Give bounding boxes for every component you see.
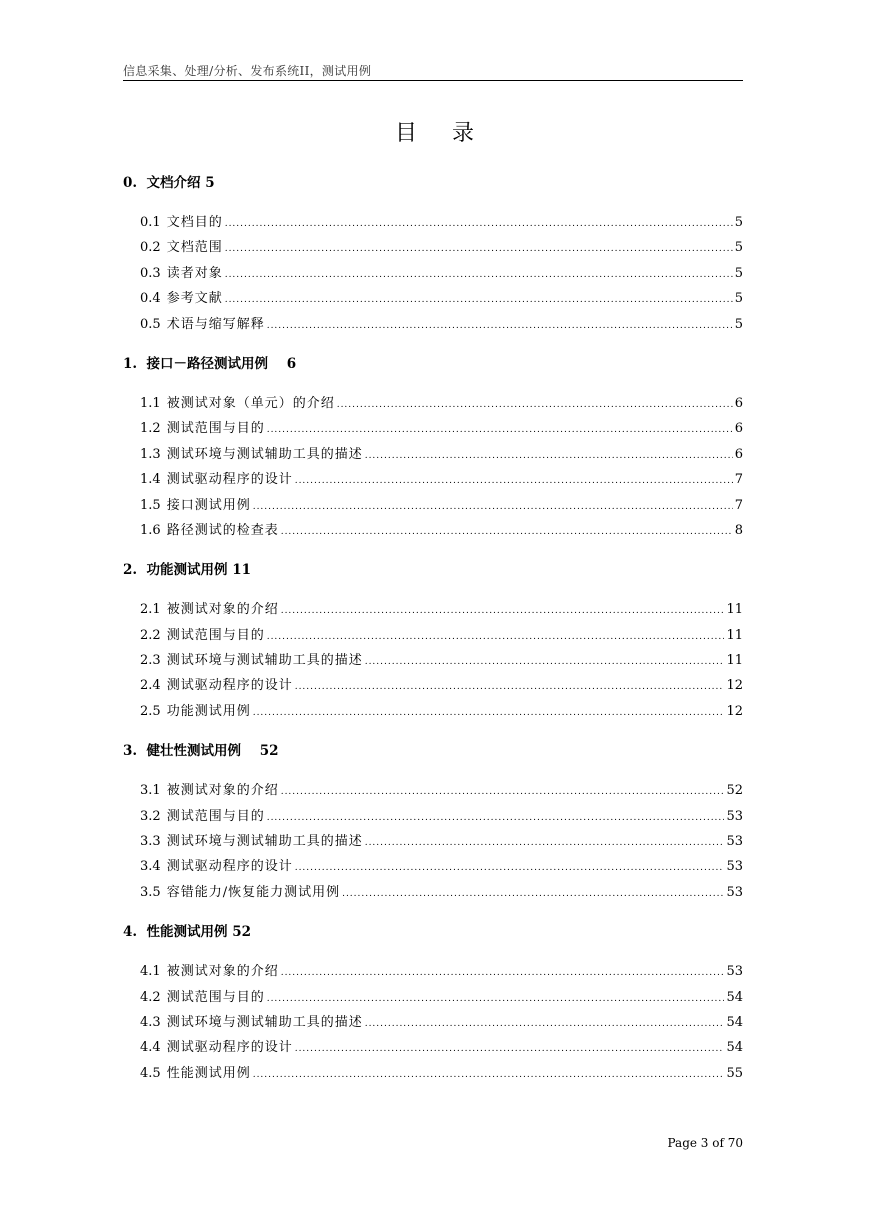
dot-leader [281, 961, 725, 986]
running-header: 信息采集、处理/分析、发布系统II，测试用例 [123, 64, 372, 78]
toc-entry-title: 测试驱动程序的设计 [166, 1040, 293, 1056]
toc-entry[interactable] [123, 804, 743, 829]
toc-entry-title: 被测试对象的介绍 [166, 783, 279, 799]
toc-section [123, 170, 743, 337]
dot-leader [253, 495, 733, 520]
dot-leader [267, 314, 733, 339]
toc-entry-page: 53 [726, 859, 743, 875]
dot-leader [225, 288, 733, 313]
toc-entry-page: 6 [734, 395, 743, 411]
toc-entry-number: 4.4 [140, 1040, 161, 1056]
toc-entry[interactable] [123, 235, 743, 260]
toc-entry-number: 1.3 [140, 446, 161, 462]
toc-entry-title: 测试环境与测试辅助工具的描述 [166, 653, 363, 669]
toc-entry-number: 1.4 [140, 472, 161, 488]
toc-entry-title: 测试驱动程序的设计 [166, 859, 293, 875]
toc-entry-title: 功能测试用例 [166, 703, 251, 719]
dot-leader [281, 780, 725, 805]
toc-entry-page: 5 [734, 265, 743, 281]
toc-entry-page: 54 [726, 989, 743, 1005]
toc-entry[interactable] [123, 261, 743, 286]
toc-entry[interactable] [123, 493, 743, 518]
toc-entry[interactable] [123, 778, 743, 803]
toc-entry-title: 测试驱动程序的设计 [166, 472, 293, 488]
toc-entry-number: 2.4 [140, 678, 161, 694]
dot-leader [342, 882, 724, 907]
toc-entry-page: 55 [726, 1065, 743, 1081]
toc-entry-number: 0.2 [140, 240, 161, 256]
toc-entry-title: 被测试对象的介绍 [166, 602, 279, 618]
toc-entry[interactable] [123, 518, 743, 543]
toc-entry-number: 1.2 [140, 421, 161, 437]
toc-entry[interactable] [123, 312, 743, 337]
toc-entry-title: 测试范围与目的 [166, 808, 265, 824]
toc-entry[interactable] [123, 854, 743, 879]
toc-entry-number: 4.2 [140, 989, 161, 1005]
dot-leader [267, 418, 733, 443]
toc-entry-title: 测试驱动程序的设计 [166, 678, 293, 694]
toc-entry-title: 测试环境与测试辅助工具的描述 [166, 1014, 363, 1030]
toc-entry-page: 53 [726, 808, 743, 824]
toc-entry[interactable] [123, 623, 743, 648]
dot-leader [225, 263, 733, 288]
toc-entry-list [123, 597, 743, 724]
toc-section [123, 351, 743, 543]
toc-entry-page: 52 [726, 783, 743, 799]
toc-entry-title: 被测试对象的介绍 [166, 964, 279, 980]
toc-entry[interactable] [123, 210, 743, 235]
table-of-contents [123, 170, 743, 1100]
dot-leader [281, 520, 733, 545]
dot-leader [253, 701, 725, 726]
toc-entry[interactable] [123, 391, 743, 416]
toc-entry-title: 测试环境与测试辅助工具的描述 [166, 446, 363, 462]
toc-section [123, 557, 743, 724]
toc-entry-list [123, 391, 743, 543]
toc-entry-title: 被测试对象（单元）的介绍 [166, 395, 335, 411]
dot-leader [337, 393, 733, 418]
toc-entry[interactable] [123, 467, 743, 492]
toc-entry-title: 文档范围 [166, 240, 223, 256]
toc-entry[interactable] [123, 985, 743, 1010]
dot-leader [295, 1037, 725, 1062]
toc-entry-number: 3.2 [140, 808, 161, 824]
toc-entry-number: 4.5 [140, 1065, 161, 1081]
dot-leader [295, 675, 725, 700]
dot-leader [281, 599, 725, 624]
toc-entry-page: 54 [726, 1040, 743, 1056]
toc-entry[interactable] [123, 673, 743, 698]
toc-entry-number: 0.5 [140, 316, 161, 332]
toc-entry[interactable] [123, 286, 743, 311]
toc-entry[interactable] [123, 829, 743, 854]
dot-leader [267, 625, 725, 650]
dot-leader [365, 650, 725, 675]
toc-entry[interactable] [123, 416, 743, 441]
toc-entry[interactable] [123, 1010, 743, 1035]
header-divider [123, 80, 743, 81]
toc-section-heading[interactable]: 4. 性能测试用例 52 [123, 924, 251, 941]
toc-entry-page: 8 [734, 522, 743, 538]
toc-entry-number: 2.2 [140, 627, 161, 643]
dot-leader [295, 856, 725, 881]
dot-leader [365, 444, 733, 469]
toc-entry-page: 53 [726, 964, 743, 980]
toc-entry-title: 接口测试用例 [166, 497, 251, 513]
toc-entry-number: 2.3 [140, 653, 161, 669]
toc-entry-list [123, 959, 743, 1086]
toc-entry-page: 5 [734, 215, 743, 230]
toc-entry-list [123, 210, 743, 337]
toc-entry-title: 参考文献 [166, 291, 223, 307]
dot-leader [267, 987, 725, 1012]
toc-entry-page: 5 [734, 316, 743, 332]
toc-entry-title: 测试范围与目的 [166, 627, 265, 643]
toc-section-heading[interactable]: 0. 文档介绍 5 [123, 175, 215, 191]
toc-entry[interactable] [123, 699, 743, 724]
toc-section-heading[interactable]: 3. 健壮性测试用例 52 [123, 743, 279, 760]
toc-entry-page: 11 [726, 602, 743, 618]
toc-entry-title: 测试范围与目的 [166, 421, 265, 437]
toc-entry-page: 53 [726, 884, 743, 900]
toc-section-heading[interactable]: 1. 接口－路径测试用例 6 [123, 355, 297, 372]
toc-section [123, 919, 743, 1086]
toc-entry-number: 4.1 [140, 964, 161, 980]
dot-leader [267, 806, 725, 831]
toc-entry-page: 12 [726, 678, 743, 694]
toc-entry[interactable] [123, 442, 743, 467]
toc-entry-number: 2.5 [140, 703, 161, 719]
dot-leader [295, 469, 733, 494]
toc-entry-page: 11 [726, 627, 743, 643]
toc-entry-title: 读者对象 [166, 265, 223, 281]
dot-leader [365, 1012, 725, 1037]
toc-entry-title: 容错能力/恢复能力测试用例 [166, 884, 341, 900]
toc-entry-number: 0.4 [140, 291, 161, 307]
toc-entry-page: 7 [734, 497, 743, 513]
toc-entry-page: 12 [726, 703, 743, 719]
dot-leader [365, 831, 725, 856]
toc-entry-number: 2.1 [140, 602, 161, 618]
toc-entry-page: 6 [734, 421, 743, 437]
toc-entry-number: 1.6 [140, 522, 161, 538]
toc-entry-number: 3.4 [140, 859, 161, 875]
toc-entry-number: 3.3 [140, 834, 161, 850]
dot-leader [225, 237, 733, 262]
toc-entry-page: 7 [734, 472, 743, 488]
toc-entry-title: 文档目的 [166, 215, 223, 230]
toc-entry-page: 5 [734, 240, 743, 256]
dot-leader [225, 212, 733, 237]
toc-entry-page: 6 [734, 446, 743, 462]
toc-entry-title: 测试范围与目的 [166, 989, 265, 1005]
toc-entry-list [123, 778, 743, 905]
toc-entry-number: 1.5 [140, 497, 161, 513]
toc-entry-page: 11 [726, 653, 743, 669]
page-number: Page 3 of 70 [667, 1136, 743, 1150]
toc-entry-page: 5 [734, 291, 743, 307]
toc-entry-title: 测试环境与测试辅助工具的描述 [166, 834, 363, 850]
toc-entry-number: 3.5 [140, 884, 161, 900]
toc-title: 目 录 [395, 121, 488, 146]
dot-leader [253, 1063, 725, 1088]
toc-entry-title: 路径测试的检查表 [166, 522, 279, 538]
toc-entry-number: 0.1 [140, 215, 161, 230]
toc-entry[interactable] [123, 648, 743, 673]
toc-entry-number: 0.3 [140, 265, 161, 281]
toc-section [123, 738, 743, 905]
toc-entry-page: 53 [726, 834, 743, 850]
toc-entry[interactable] [123, 1035, 743, 1060]
toc-entry[interactable] [123, 1061, 743, 1086]
toc-entry-number: 4.3 [140, 1014, 161, 1030]
toc-entry[interactable] [123, 597, 743, 622]
toc-entry-title: 术语与缩写解释 [166, 316, 265, 332]
toc-entry[interactable] [123, 880, 743, 905]
toc-entry-number: 1.1 [140, 395, 161, 411]
toc-section-heading[interactable]: 2. 功能测试用例 11 [123, 562, 251, 579]
toc-entry-number: 3.1 [140, 783, 161, 799]
toc-entry[interactable] [123, 959, 743, 984]
toc-entry-title: 性能测试用例 [166, 1065, 251, 1081]
toc-entry-page: 54 [726, 1014, 743, 1030]
